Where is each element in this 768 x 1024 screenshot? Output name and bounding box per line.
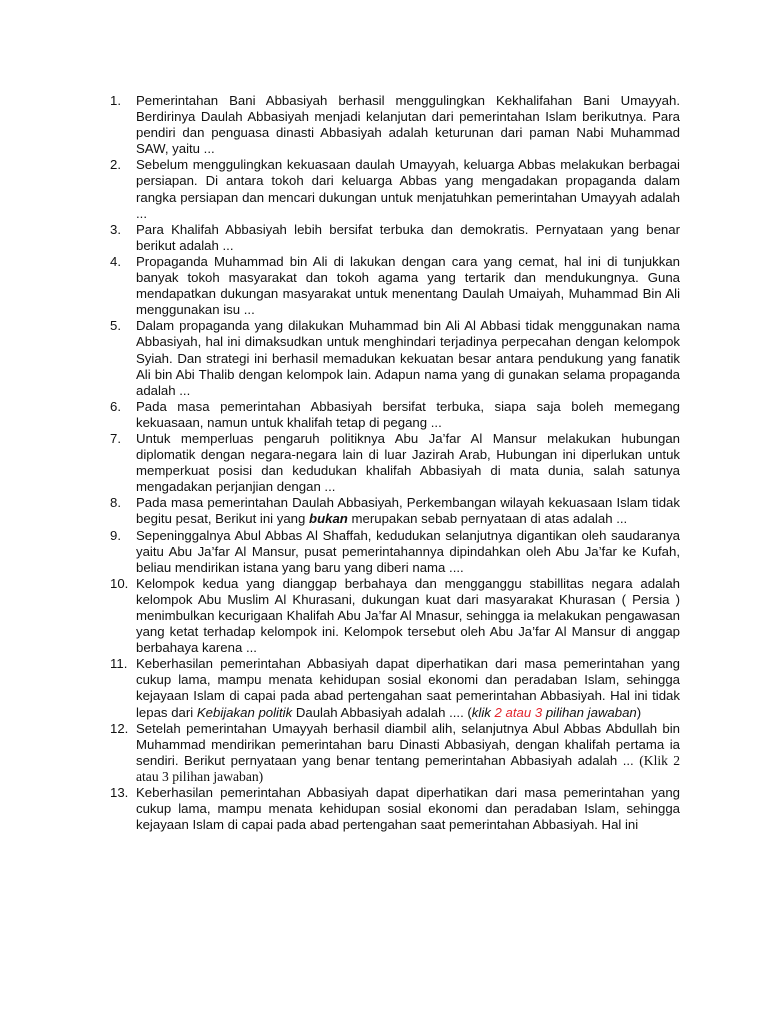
list-item bbox=[0, 576, 768, 656]
instruction-close: ) bbox=[636, 704, 642, 720]
item-number: 2. bbox=[110, 157, 121, 173]
item-text: Propaganda Muhammad bin Ali di lakukan dengan cara yang cemat, hal ini di tunjukkan banyak tokoh masyarakat dan tokoh agama yang tertarik dan mendukungnya. Guna mendapatkan dukungan masyarakat untuk menentang Daulah Umaiyah, Muhammad Bin Ali menggunakan isu ... bbox=[136, 253, 680, 318]
item-number: 5. bbox=[110, 318, 121, 334]
item-text: Para Khalifah Abbasiyah lebih bersifat terbuka dan demokratis. Pernyataan yang benar berikut adalah ... bbox=[136, 221, 680, 253]
item-text: Keberhasilan pemerintahan Abbasiyah dapat diperhatikan dari masa pemerintahan yang cukup lama, mampu menata kehidupan sosial ekonomi dan peradaban Islam, sehingga kejayaan Islam di capai pada abad pertengahan saat pemerintahan Abbasiyah. Hal ini tidak lepas dari bbox=[136, 656, 680, 720]
instruction-note: (Klik 2 atau 3 pilihan jawaban) bbox=[136, 752, 681, 784]
item-text: Pada masa pemerintahan Daulah Abbasiyah, Perkembangan wilayah kekuasaan Islam tidak begitu pesat, Berikut ini yang bbox=[136, 495, 680, 527]
item-number: 6. bbox=[110, 398, 121, 414]
item-text: Sepeninggalnya Abul Abbas Al Shaffah, kedudukan selanjutnya digantikan oleh saudaranya yaitu Abu Ja’far Al Mansur, pusat pemerintahannya dipindahkan oleh Abu Ja’far ke Kufah, beliau mendirikan istana yang baru yang diberi nama .... bbox=[136, 527, 680, 575]
item-number: 8. bbox=[110, 495, 121, 511]
item-text: Untuk memperluas pengaruh politiknya Abu Ja’far Al Mansur melakukan hubungan diplomatik dengan negara-negara lain di luar Jazirah Arab, Hubungan ini diperlukan untuk memperkuat posisi dan kedudukan khalifah Abbasiyah di mata dunia, salah satunya mengadakan perjanjian dengan ... bbox=[136, 430, 680, 495]
item-number: 1. bbox=[110, 93, 121, 108]
item-number: 4. bbox=[110, 253, 121, 269]
list-item bbox=[0, 721, 768, 785]
list-item bbox=[0, 157, 768, 221]
item-text: Pemerintahan Bani Abbasiyah berhasil menggulingkan Kekhalifahan Bani Umayyah. Berdirinya Daulah Abbasiyah menjadi kelanjutan dari pemerintahan Islam berikutnya. Para pendiri dan penguasa dinasti Abbasiyah adalah keturunan dari paman Nabi Muhammad SAW, yaitu ... bbox=[136, 93, 680, 157]
item-text: Pada masa pemerintahan Abbasiyah bersifat terbuka, siapa saja boleh memegang kekuasaan, namun untuk khalifah tetap di pegang ... bbox=[136, 398, 680, 430]
item-text: Dalam propaganda yang dilakukan Muhammad bin Ali Al Abbasi tidak menggunakan nama Abbasiyah, hal ini dimaksudkan untuk menghindari terjadinya perpecahan dengan kelompok Syiah. Dan strategi ini berhasil memadukan kekuatan besar antara pendukung yang fanatik Ali bin Abi Thalib dengan kelompok lain. Adapun nama yang di gunakan selama propaganda adalah ... bbox=[136, 318, 680, 398]
item-number: 3. bbox=[110, 221, 121, 237]
list-item bbox=[0, 222, 768, 254]
emphasis-bukan: bukan bbox=[309, 511, 348, 527]
list-item bbox=[0, 399, 768, 431]
item-text: Kelompok kedua yang dianggap berbahaya dan mengganggu stabillitas negara adalah kelompok Abu Muslim Al Khurasani, dukungan kuat dari masyarakat Khurasan ( Persia ) menimbulkan kecurigaan Khalifah Abu Ja’far Al Mnasur, sehingga ia melakukan pengawasan yang ketat terhadap kelompok ini. Kelompok tersebut oleh Abu Ja’far Al Mansur di anggap berbahaya karena ... bbox=[136, 575, 680, 656]
list-item bbox=[0, 254, 768, 318]
item-text-cont: Daulah Abbasiyah adalah .... ( bbox=[292, 704, 472, 720]
item-text: Keberhasilan pemerintahan Abbasiyah dapat diperhatikan dari masa pemerintahan yang cukup lama, mampu menata kehidupan sosial ekonomi dan peradaban Islam, sehingga kejayaan Islam di capai pada abad pertengahan saat pemerintahan Abbasiyah. Hal ini bbox=[136, 785, 680, 833]
instruction-pilihan: pilihan jawaban bbox=[542, 704, 637, 720]
item-number: 10. bbox=[110, 575, 129, 591]
item-number: 11. bbox=[110, 656, 128, 672]
question-list bbox=[0, 93, 768, 833]
list-item bbox=[0, 431, 768, 495]
instruction-klik: klik bbox=[471, 704, 495, 720]
item-text: Setelah pemerintahan Umayyah berhasil diambil alih, selanjutnya Abul Abbas Abdullah bin Muhammad mendirikan pemerintahan baru Dinasti Abbasiyah, dengan khalifah pertama ia sendiri. Berikut pernyataan yang benar tentang pemerintahan Abbasiyah adalah ... bbox=[136, 720, 680, 768]
item-number: 12. bbox=[110, 720, 129, 736]
list-item bbox=[0, 656, 768, 720]
emphasis-kebijakan: Kebijakan politik bbox=[196, 704, 293, 720]
item-text: Sebelum menggulingkan kekuasaan daulah Umayyah, keluarga Abbas melakukan berbagai persiapan. Di antara tokoh dari keluarga Abbas yang mengadakan propaganda dalam rangka persiapan dan mencari dukungan untuk menjatuhkan pemerintahan Umayyah adalah ... bbox=[136, 157, 680, 221]
item-number: 9. bbox=[110, 527, 121, 543]
instruction-count: 2 atau 3 bbox=[494, 704, 543, 720]
item-number: 13. bbox=[110, 785, 129, 801]
list-item bbox=[0, 785, 768, 833]
list-item bbox=[0, 528, 768, 576]
list-item bbox=[0, 495, 768, 527]
list-item bbox=[0, 93, 768, 157]
list-item bbox=[0, 318, 768, 398]
item-text-cont: merupakan sebab pernyataan di atas adalah ... bbox=[347, 511, 628, 527]
item-number: 7. bbox=[110, 430, 121, 446]
